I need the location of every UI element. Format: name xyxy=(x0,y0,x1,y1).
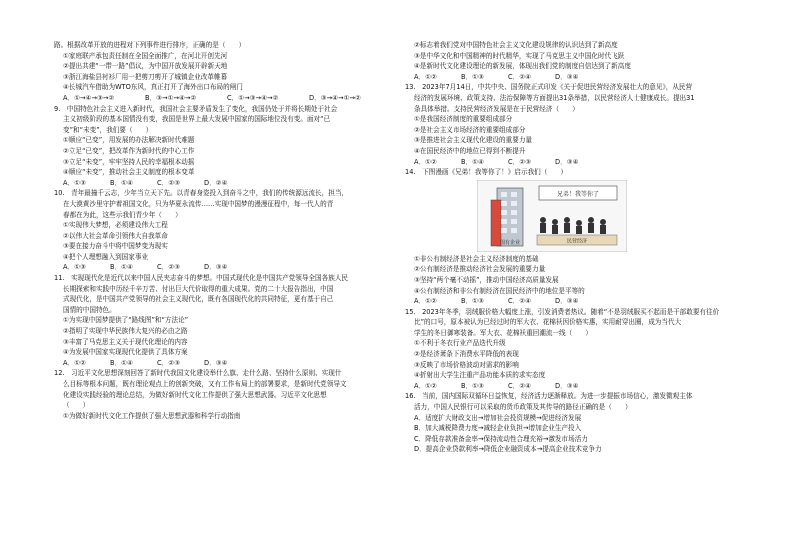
answer-option: D．③④ xyxy=(204,263,228,272)
text-line: ①是我国经济制度的重要组成部分 xyxy=(414,115,513,124)
text-line: B．加大减税降费力度→减轻企业负担→增加企业生产投入 xyxy=(414,424,582,433)
answer-options xyxy=(54,93,396,104)
answer-options xyxy=(405,157,750,168)
answer-option: A．①② xyxy=(414,157,437,166)
text-line: ②提出共建“一带一路”倡议，为中国开放发展开辟新天地 xyxy=(63,62,228,71)
answer-options xyxy=(54,178,396,189)
answer-option: D．③④ xyxy=(555,72,579,81)
answer-option: C．②④ xyxy=(508,72,532,81)
text-line: ③要在接力奋斗中将中国梦变为现实 xyxy=(63,242,168,251)
answer-option: A．①② xyxy=(414,381,437,390)
answer-option: D．②④ xyxy=(204,178,228,187)
text-line: ②立足“已变”，把改革作为新时代的中心工作 xyxy=(63,146,195,155)
answer-option: B．①③ xyxy=(461,72,484,81)
answer-option: A．①③ xyxy=(63,263,86,272)
answer-option: B．③→①→④→② xyxy=(145,93,197,102)
answer-option: C．②③ xyxy=(157,178,181,187)
answer-option: A．①② xyxy=(414,297,437,306)
answer-option: D．③④ xyxy=(204,358,228,367)
answer-option: B．①④ xyxy=(110,178,133,187)
text-line: C．降低存款准备金率→保持流动性合理充裕→激发市场活力 xyxy=(414,434,588,443)
text-line: ①不利于冬衣行业产品迭代升级 xyxy=(414,339,506,348)
left-column xyxy=(54,40,396,421)
text-line: 变”和“未变”，我们要（ ） xyxy=(63,125,153,134)
answer-option: C．②④ xyxy=(508,381,532,390)
answer-option: B．①④ xyxy=(110,263,133,272)
text-line: ③反映了市场价格波动对需求的影响 xyxy=(414,360,519,369)
text-line: ①顺应“已变”，用发展的办法解决新时代难题 xyxy=(63,136,195,145)
text-line: 活力，中国人民银行可以采取的货币政策及其传导的路径正确的是（ ） xyxy=(414,403,632,412)
text-line: ②标志着我们党对中国特色社会主义文化建设规律的认识达到了新高度 xyxy=(414,41,618,49)
text-line: ③丰富了马克思主义关于现代化理论的内容 xyxy=(63,337,188,346)
text-line: ④折射出大学生注重产品功能本质的求实态度 xyxy=(414,371,546,380)
answer-option: A．①② xyxy=(63,358,86,367)
text-line: ②是经济萧条下消费水平降低的表现 xyxy=(414,350,519,359)
text-line: 式现代化，是中国共产党领导的社会主义现代化，既有各国现代化的共同特征，更有基于自己 xyxy=(63,295,334,304)
text-line: 13. 2023年7月14日，中共中央、国务院正式印发《关于促进民营经济发展壮大的意见》，从民营 xyxy=(405,83,693,92)
answer-option: D．③④ xyxy=(555,381,579,390)
text-line: D．提高企业贷款利率→降低企业融资成本→提高企业技术竞争力 xyxy=(414,445,602,454)
text-line: ②公有制经济是推动经济社会发展的重要力量 xyxy=(414,265,546,274)
text-line: 国情的中国特色。 xyxy=(63,305,116,314)
text-line: ①为做好新时代文化工作提供了强大思想武器和科学行动指南 xyxy=(63,411,241,420)
text-line: ②是社会主义市场经济的重要组成部分 xyxy=(414,125,526,134)
text-line: ①实现伟大梦想，必须建设伟大工程 xyxy=(63,221,168,230)
text-line: ④把个人理想融入到国家事业 xyxy=(63,252,149,261)
cartoon-building-label: 国有企业 xyxy=(499,239,521,246)
text-line: ④是新时代文化建设理论的新发展，体现出我们党的制度自信达到了新高度 xyxy=(414,62,631,71)
text-line: ④顺应“未变”，推动社会主义制度的根本变革 xyxy=(63,168,195,177)
text-line: 经济的发展环境、政策支持、法治保障等方面提出31条举措，以民营经济人士健康成长。提出31 xyxy=(414,93,695,102)
text-line: ④在国民经济中的地位已得到不断提升 xyxy=(414,146,526,155)
text-line: 比”的口号，原本被认为已经过时的军大衣、花棉袄因价格实惠，实用耐穿出圈，成为当代大 xyxy=(414,318,682,327)
answer-option: A．①② xyxy=(414,72,437,81)
text-line: 路。根据改革开放的进程对下列事件进行排序，正确的是（ ） xyxy=(54,41,246,49)
answer-option: C．②③ xyxy=(508,157,532,166)
answer-option: D．③→④→①→② xyxy=(309,93,361,102)
text-line: ①为实现中国梦提供了“路线图”和“方法论” xyxy=(63,316,189,325)
text-line: ③浙江海盐县衬衫厂用一把剪刀剪开了城镇企业改革帷幕 xyxy=(63,72,228,81)
answer-option: B．①③ xyxy=(461,297,484,306)
answer-option: B．①③ xyxy=(461,381,484,390)
text-line: 9. 中国特色社会主义进入新时代，我国社会主要矛盾发生了变化，我国仍处于并将长期处于社会 xyxy=(54,104,338,113)
answer-options xyxy=(54,358,396,369)
text-line: 14. 下图漫画《兄弟！我等你了！》启示我们（ ） xyxy=(405,168,568,177)
answer-options xyxy=(405,381,750,392)
text-line: ③坚持“两个毫不动摇”，推动中国经济高质量发展 xyxy=(414,275,559,284)
text-line: ③是推进社会主义现代化建设的重要力量 xyxy=(414,136,533,145)
answer-option: D．③④ xyxy=(555,297,579,306)
text-line: ③立足“未变”，牢牢坚持人民的幸福根本动摇 xyxy=(63,157,195,166)
answer-options xyxy=(405,296,750,307)
answer-option: B．①④ xyxy=(110,358,133,367)
text-line: 化建设实践经验的理论总结，为做好新时代文化工作提供了强大思想武器。习近平文化思想 xyxy=(63,390,327,399)
text-line: A．适度扩大财政支出→增加社会投资规模→促进经济发展 xyxy=(414,413,582,422)
text-line: 主义初级阶段的基本国情没有变，我国是世界上最大发展中国家的国际地位没有变。面对“已 xyxy=(63,115,331,124)
text-line: 条具体举措。支持民营经济发展是在于民营经济（ ） xyxy=(414,104,579,113)
answer-option: C．①→③→④→② xyxy=(227,93,279,102)
answer-option: B．①④ xyxy=(461,157,484,166)
answer-option: A．①→④→③→② xyxy=(63,93,115,102)
text-line: 春都在为此，这些示我们青少年（ ） xyxy=(63,210,182,219)
cartoon-svg xyxy=(477,180,627,252)
text-line: 10. 青年最撞千云志，少年当立天下先。以青春身姿投入到奋斗之中，我们的传统源远流长，担当， xyxy=(54,189,349,198)
right-column-top xyxy=(405,40,750,178)
text-line: 15. 2023年冬季，羽绒服价格大幅度上涨，引发消费者热议。随着“不是羽绒服买不起而是干部敢要有往价 xyxy=(405,307,720,316)
text-line: ④公有制经济和非公有制经济在国民经济中的地位是平等的 xyxy=(414,286,585,295)
answer-option: C．②③ xyxy=(157,263,181,272)
text-line: 16. 当前，国内国际双循环日益恢复，经济活力逐渐释放。为进一步提振市场信心，激发微观主体 xyxy=(405,392,693,401)
answer-option: D．③④ xyxy=(555,157,579,166)
cartoon-sign-text: 兄弟！我等你了 xyxy=(556,190,600,198)
text-line: 么目标等根本问题，既有理论观点上的创新突破，又有工作布局上的部署要求，是新时代党领导文 xyxy=(63,380,347,388)
right-column-bottom xyxy=(405,254,750,455)
text-line: 12. 习近平文化思想深刻回答了新时代我国文化建设举什么旗、走什么路、坚持什么原则、实现什 xyxy=(54,369,342,378)
answer-option: C．②③ xyxy=(157,358,181,367)
answer-options xyxy=(54,262,396,273)
answer-options xyxy=(405,72,750,83)
text-line: 长期探索和实践中历经千辛万苦、付出巨大代价取得的重大成果。党的二十大报告指出，中国 xyxy=(63,284,334,293)
text-line: ①非公有制经济是社会主义经济制度的基础 xyxy=(414,254,539,263)
cartoon-crowd-label: 民营经济 xyxy=(566,238,588,245)
text-line: （ ） xyxy=(63,401,90,410)
text-line: ④为发展中国家实现现代化提供了具体方案 xyxy=(63,348,188,357)
text-line: ②以伟大社会革命引领伟大自我革命 xyxy=(63,231,168,240)
right-column xyxy=(405,40,750,455)
text-line: 学生的冬日御寒装备。军大衣、花棉袄重回潮流一线（ ） xyxy=(414,328,593,337)
text-line: ②指明了实现中华民族伟大复兴的必由之路 xyxy=(63,327,188,336)
text-line: ④长城汽车借助为WTO东风，真正打开了海外出口布局的闸门 xyxy=(63,83,243,92)
text-line: 11. 实现现代化是近代以来中国人民夹志奋斗的梦想。中国式现代化是中国共产党领导全国各族人民 xyxy=(54,274,349,283)
text-line: 在大漠黄沙里守护着祖国文化，只为华夏永流传……实现中国梦的漫漫征程中，每一代人的青 xyxy=(63,199,334,208)
cartoon-illustration xyxy=(477,180,627,252)
answer-option: A．①③ xyxy=(63,178,86,187)
text-line: ①家庭联产承包责任制在全国全面推广，在河北开创先河 xyxy=(63,51,228,60)
answer-option: C．②④ xyxy=(508,297,532,306)
text-line: ③是中华文化和中国精神的时代精华，实现了马克思主义中国化时代飞跃 xyxy=(414,51,625,60)
